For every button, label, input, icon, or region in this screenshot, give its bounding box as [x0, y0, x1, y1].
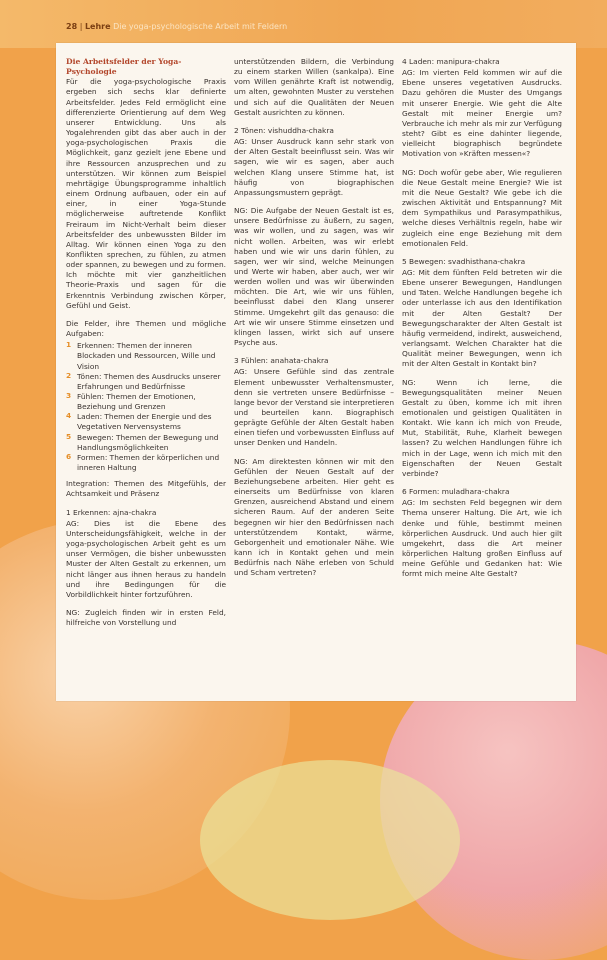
- paragraph: AG: Unser Ausdruck kann sehr stark von der Alten Gestalt beeinflusst sein. Was wir sagen, wie wir es sagen, aber auch welchen Klang unsere Stimme hat, ist häufig von biographischen Anpassungsmustern geprägt.: [234, 137, 394, 197]
- column-2: [234, 57, 394, 587]
- section-heading: 5 Bewegen: svadhisthana-chakra: [402, 256, 526, 266]
- paragraph: Die Felder, ihre Themen und mögliche Aufgaben:: [66, 318, 226, 339]
- paragraph: AG: Mit dem fünften Feld betreten wir die Ebene unserer Bewegungen, Handlungen und Taten. Welche Handlungen begehe ich oder unterlasse ich aus den Identifikation mit der Alten Gestalt? Der Bewegungscharakter der Alten Gestalt ist häufig vermeidend, indirekt, ausweichend, verlangsamt. Welchen Charakter hat die Qualität meiner Bewegungen, wenn ich mit der Alten Gestalt in Kontakt bin?: [402, 267, 562, 369]
- section-heading: 3 Fühlen: anahata-chakra: [234, 356, 329, 366]
- section-name: Lehre: [84, 22, 111, 31]
- page-number: 28: [66, 22, 78, 31]
- paragraph: Integration: Themen des Mitgefühls, der Achtsamkeit und Präsenz: [66, 479, 226, 499]
- article-heading: Die Arbeitsfelder der Yoga-Psychologie: [66, 57, 182, 77]
- column-3: [402, 57, 562, 588]
- paragraph: AG: Dies ist die Ebene des Unterscheidungsfähigkeit, welche in der yoga-psychologischen Arbeit geht es um unser Vermögen, die bisher unbewussten Muster der Alten Gestalt zu erkennen, um nicht länger aus ihnen heraus zu handeln und ihre Bedingungen für die Vorbildlichkeit hinter fortzuführen.: [66, 518, 226, 599]
- decor-circle-yellow: [200, 760, 460, 920]
- paragraph: NG: Die Aufgabe der Neuen Gestalt ist es, unsere Bedürfnisse zu äußern, zu sagen, was wir wollen, und zu sagen, was wir nicht wollen. Arbeiten, was wir erlebt haben und wie wir uns darin fühlen, zu sagen, wer wir sind, welche Meinungen und Werte wir haben, aber auch, wer wir werden wollen und was wir überwinden möchten. Die Art, wie wir uns fühlen, beeinflusst dabei den Klang unserer Stimme. Umgekehrt gilt das genauso: die Art wie wir unsere Stimme einsetzen und klingen lassen, wirkt sich auf unsere Psyche aus.: [234, 206, 394, 348]
- list-item: 1 Erkennen: Themen der inneren Blockaden und Ressourcen, Wille und Vision: [66, 340, 216, 371]
- section-subtitle: Die yoga-psychologische Arbeit mit Feldern: [113, 22, 288, 31]
- running-header: 28 | Lehre Die yoga-psychologische Arbeit mit Feldern: [66, 22, 288, 31]
- section-heading: 6 Formen: muladhara-chakra: [402, 487, 510, 497]
- section-heading: 2 Tönen: vishuddha-chakra: [234, 125, 334, 135]
- paragraph: Für die yoga-psychologische Praxis ergeben sich sechs klar definierte Arbeitsfelder. Jedes Feld ermöglicht eine differenzierte Orientierung auf dem Weg unserer Entwicklung. Uns als Yogalehrenden gibt das aber auch in der yoga-psychologischen Praxis die Möglichkeit, ganz gezielt jene Ebene und ihre Ressourcen anzusprechen und zu unterstützen. Wir können zum Beispiel mehrtägige Übungsprogramme inhaltlich einem Ordnung aufbauen, oder ein auf einer, in einer Yoga-Stunde möglicherweise auftretende Konflikt Freiraum im Nicht-Verhalt beim dieser Arbeitsfelder des unbewussten Bilder im Alltag. Wir können einen Yoga zu den Konflikten sprechen, zu fühlen, zu atmen oder spannen, zu bewegen und zu formen. Ich möchte mit vier ganzheitlichen Theorie-Praxis und sagen für die Erkenntnis Verbindung zwischen Körper, Gefühl und Geist.: [66, 77, 226, 310]
- paragraph: NG: Doch wofür gebe aber, Wie regulieren die Neue Gestalt meine Energie? Wie ist mit die Neue Gestalt? Wie gebe ich die zwischen Aktivität und Entspannung? Mit dem Sympathikus und Parasympathikus, welche dieses Verhältnis regeln, habe wir zugleich eine enge Beziehung mit dem emotionalen Feld.: [402, 167, 562, 248]
- section-heading: 1 Erkennen: ajna-chakra: [66, 507, 157, 517]
- paragraph: unterstützenden Bildern, die Verbindung zu einem starken Willen (sankalpa). Eine vom Willen genährte Kraft ist notwendig, um alten, gewohnten Muster zu verstehen und sich auf die Qualitäten der Neuen Gestalt ausrichten zu können.: [234, 57, 394, 117]
- paragraph: NG: Zugleich finden wir in ersten Feld, hilfreiche von Vorstellung und: [66, 607, 226, 628]
- list-item: 5 Bewegen: Themen der Bewegung und Handlungsmöglichkeiten: [66, 431, 219, 452]
- fields-list: [66, 341, 226, 473]
- list-item: 2 Tönen: Themen des Ausdrucks unserer Erfahrungen und Bedürfnisse: [66, 370, 221, 391]
- list-item: 3 Fühlen: Themen der Emotionen, Beziehung und Grenzen: [66, 391, 196, 412]
- paragraph: AG: Unsere Gefühle sind das zentrale Element unbewusster Verhaltensmuster, denn sie vertreten unsere Bedürfnisse – lange bevor der Verstand sie interpretieren und beurteilen kann. Biographisch geprägte Gefühle der Alten Gestalt haben einen tiefen und vorbewussten Einfluss auf unser Denken und Handeln.: [234, 367, 394, 448]
- section-heading: 4 Laden: manipura-chakra: [402, 57, 500, 66]
- list-item: 4 Laden: Themen der Energie und des Vegetativen Nervensystems: [66, 411, 212, 432]
- paragraph: NG: Am direktesten können wir mit den Gefühlen der Neuen Gestalt auf der Beziehungsebene arbeiten. Hier geht es einerseits um Bedürfnisse von klaren Grenzen, ausreichend Abstand und einem sicheren Raum. Auf der anderen Seite begegnen wir hier den Bedürfnissen nach unterstützendem Kontakt, wärme, Geborgenheit und emotionaler Nähe. Wie kann ich in Kontakt gehen und mein Bedürfnis nach Nähe erleben von Schuld und Scham vertreten?: [234, 456, 394, 578]
- article-card: [56, 43, 576, 701]
- list-item: 6 Formen: Themen der körperlichen und inneren Haltung: [66, 451, 220, 473]
- column-1: [66, 57, 226, 636]
- paragraph: AG: Im vierten Feld kommen wir auf die Ebene unseres vegetativen Ausdrucks. Dazu gehören die Muster des Umgangs mit unserer Energie. Wie geht die Alte Gestalt mit meiner Energie um? Verbrauche ich mehr als mir zur Verfügung steht? Gibt es eine dahinter liegende, vielleicht biographisch begründete Motivation von »Kräften messen«?: [402, 68, 562, 159]
- paragraph: NG: Wenn ich lerne, die Bewegungsqualitäten meiner Neuen Gestalt zu üben, komme ich mit ihren emotionalen und geistigen Qualitäten in Kontakt. Wie kann ich mich von Freude, Mut, Stabilität, Ruhe, Klarheit bewegen lassen? Zu welchen Handlungen führe ich mich in der Lage, wenn ich mich mit den Eigenschaften der Neuen Gestalt verbinde?: [402, 377, 562, 478]
- paragraph: AG: Im sechsten Feld begegnen wir dem Thema unserer Haltung. Die Art, wie ich denke und fühle, bestimmt meinen körperlichen Ausdruck. Und auch hier gilt umgekehrt, dass die Art meiner körperlichen Haltung großen Einfluss auf meine Gefühle und Gedanken hat: Wie formt mich meine Alte Gestalt?: [402, 498, 562, 579]
